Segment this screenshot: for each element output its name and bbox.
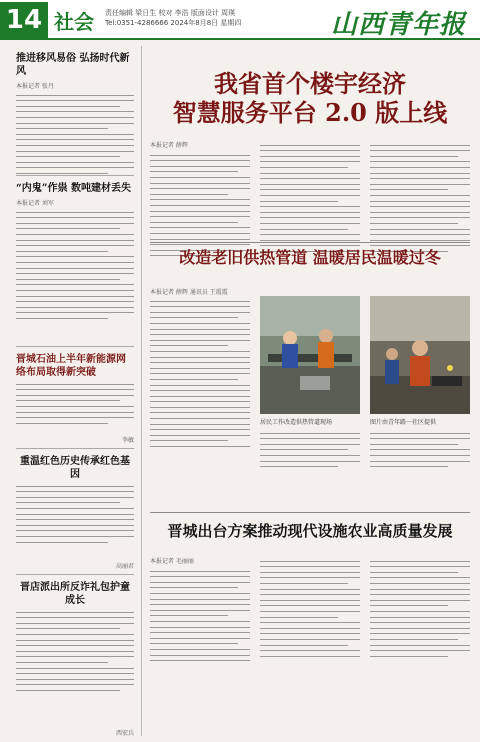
separator-1 [150,242,470,243]
left-article-2-body [16,212,134,319]
agri-byline: 本报记者 毛丽丽 [150,558,194,565]
left-article-5-body [16,612,134,691]
agri-col-1 [150,566,250,666]
left-article-2-byline: 本报记者 刘军 [16,200,54,207]
main-article-col-3 [370,140,470,256]
separator-2 [150,512,470,513]
heating-col-3 [370,428,470,472]
column-divider [141,46,142,736]
editors-line-2: Tel:0351-4286666 2024年8月8日 星期四 [105,19,242,27]
heating-headline: 改造老旧供热管道 温暖居民温暖过冬 [179,248,441,267]
heating-photo-right [370,296,470,414]
heating-byline: 本报记者 薛辉 通讯员 王霞霞 [150,289,228,296]
section-title: 社会 [54,10,94,34]
page-number: 14 [0,2,48,38]
left-article-3-body [16,384,134,424]
left-article-1-body [16,95,134,174]
editors-line-1: 责任编辑 梁日生 校对 李浩 版面设计 周瑛 [105,9,236,17]
left-article-4 [16,455,134,575]
main-article-byline: 本报记者 薛辉 [150,142,188,149]
left-article-4-title: 重温红色历史传承红色基因 [20,456,130,480]
photo-welding-site [370,296,470,414]
agri-col-2 [260,556,360,661]
heating-caption-right: 图片由青年路一社区提供 [370,419,437,426]
main-article-col-1 [150,150,250,261]
agri-headline: 晋城出台方案推动现代设施农业高质量发展 [167,522,453,540]
left-article-1 [16,52,134,176]
left-article-1-byline: 本报记者 张丹 [16,83,54,90]
left-article-2-title: “内鬼”作祟 数吨建材丢失 [16,183,131,194]
agri-col-3 [370,556,470,661]
heating-photo-left [260,296,360,414]
main-headline-line-1: 我省首个楼宇经济 [214,69,406,98]
main-headline-line-2: 智慧服务平台 2.0 版上线 [172,98,448,127]
left-article-3-credit: 李敏 [121,437,134,444]
editors-info [105,8,241,28]
left-article-4-credit: 高丽君 [115,563,134,570]
photo-workers-pipes [260,296,360,414]
page-header [0,0,480,40]
heating-col-1 [150,296,250,452]
left-news-column [16,46,134,736]
heating-caption-left: 居民工作改造供热管道现场 [260,419,333,426]
left-article-4-body [16,486,134,543]
left-article-5-credit: 西宏兵 [115,730,134,737]
main-headline [150,70,470,128]
left-article-5 [16,581,134,741]
main-article-col-2 [260,140,360,256]
newspaper-masthead: 山西青年报 [330,10,466,40]
left-article-5-title: 晋店派出所反诈礼包护童成长 [20,582,130,606]
left-article-1-title: 推进移风易俗 弘扬时代新风 [16,53,130,77]
left-article-3 [16,353,134,449]
heating-col-2 [260,428,360,472]
left-article-3-title: 晋城石油上半年新能源网络布局取得新突破 [16,354,126,378]
left-article-2 [16,182,134,347]
